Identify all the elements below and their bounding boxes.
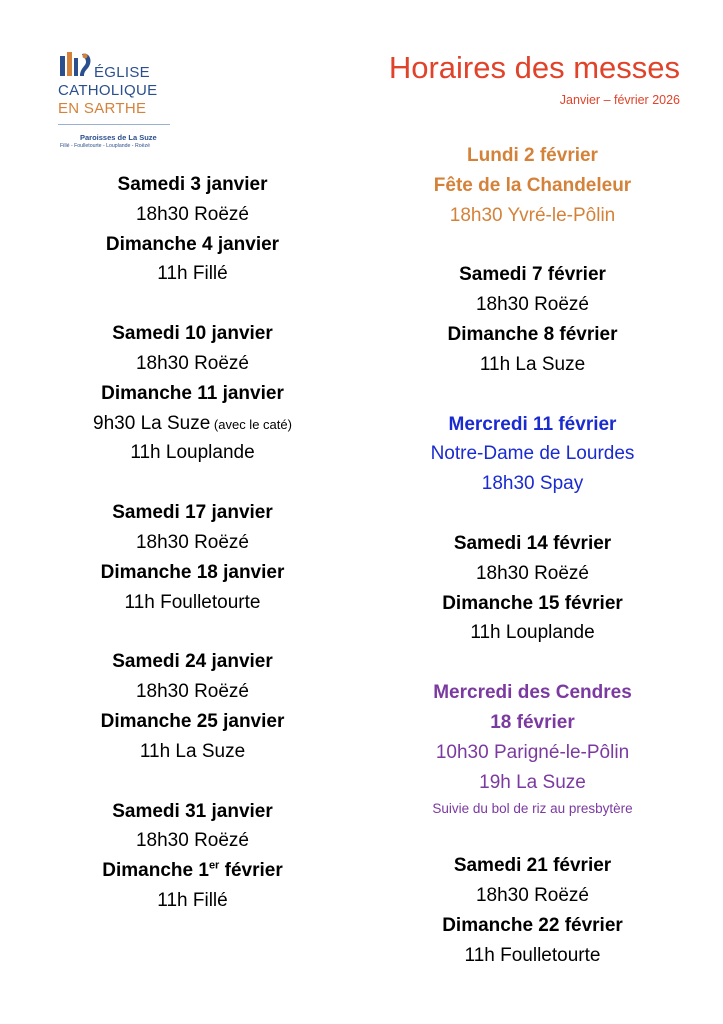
schedule-date-heading — [376, 851, 689, 881]
line-text: Dimanche 4 janvier — [105, 233, 280, 255]
line-text: Mercredi des Cendres — [433, 682, 632, 704]
schedule-mass-time — [40, 886, 345, 916]
schedule-mass-time — [40, 349, 345, 379]
schedule-date-heading — [40, 319, 345, 349]
line-text: Samedi 7 février — [459, 264, 606, 286]
line-text: 18 février — [490, 711, 575, 733]
line-text: Samedi 21 février — [453, 855, 612, 877]
line-text: Dimanche 15 février — [442, 592, 623, 614]
schedule-mass-time — [376, 469, 689, 499]
schedule-mass-time — [40, 677, 345, 707]
line-text: Suivie du bol de riz au presbytère — [432, 801, 633, 817]
line-text: 11h Foulletourte — [464, 944, 601, 966]
line-text: 18h30 Spay — [481, 473, 584, 495]
schedule-mass-time — [40, 737, 345, 767]
line-text: 11h La Suze — [139, 740, 246, 762]
line-text: Samedi 3 janvier — [117, 174, 268, 195]
line-text: 19h La Suze — [479, 771, 586, 793]
line-text: Lundi 2 février — [467, 145, 598, 166]
line-text: 18h30 Roëzé — [135, 681, 250, 703]
schedule-date-heading — [40, 170, 345, 200]
page-title: Horaires des messes — [388, 50, 680, 85]
schedule-mass-time — [40, 200, 345, 230]
schedule-block — [40, 647, 345, 766]
line-text: Mercredi 11 février — [448, 413, 617, 435]
line-text: Dimanche 18 janvier — [100, 561, 285, 583]
schedule-block — [376, 410, 689, 499]
schedule-block — [40, 319, 345, 468]
schedule-block — [376, 141, 689, 230]
line-text: 11h Fillé — [157, 889, 228, 911]
schedule-date-heading — [376, 410, 689, 440]
ordinal-superscript: er — [208, 859, 220, 872]
schedule-mass-time — [376, 201, 689, 231]
schedule-mass-time — [40, 528, 345, 558]
schedule-mass-time — [376, 290, 689, 320]
schedule-mass-time — [40, 409, 345, 439]
line-text: Dimanche 25 janvier — [100, 710, 285, 732]
schedule-block — [40, 498, 345, 617]
line-text: 11h La Suze — [479, 353, 586, 375]
page-subtitle: Janvier – février 2026 — [559, 93, 680, 107]
line-text: Dimanche 8 février — [447, 323, 618, 345]
line-text: 18h30 Roëzé — [475, 885, 590, 907]
logo-divider — [58, 124, 170, 125]
schedule-mass-time — [376, 738, 689, 768]
line-text: 18h30 Yvré-le-Pôlin — [449, 204, 616, 226]
line-text: 18h30 Roëzé — [475, 562, 590, 584]
schedule-date-heading — [376, 678, 689, 708]
schedule-date-heading — [376, 171, 689, 201]
schedule-date-heading — [40, 230, 345, 260]
line-text: 11h Louplande — [130, 442, 255, 464]
schedule-date-heading — [40, 498, 345, 528]
january-schedule-column — [40, 170, 345, 946]
schedule-mass-time — [40, 826, 345, 856]
line-text: Fête de la Chandeleur — [433, 174, 632, 196]
line-text: 18h30 Roëzé — [135, 531, 250, 553]
schedule-date-heading — [40, 379, 345, 409]
schedule-date-heading — [376, 260, 689, 290]
line-text: 18h30 Roëzé — [135, 203, 250, 225]
line-text: Dimanche 1 — [102, 860, 209, 882]
schedule-mass-time — [376, 768, 689, 798]
line-text: Samedi 14 février — [453, 532, 612, 554]
line-text: 18h30 Roëzé — [135, 352, 250, 374]
schedule-block — [40, 170, 345, 289]
schedule-block — [40, 797, 345, 916]
schedule-date-heading — [376, 708, 689, 738]
line-text: Notre-Dame de Lourdes — [430, 443, 635, 465]
line-text-after: février — [219, 860, 283, 882]
line-text: 18h30 Roëzé — [475, 294, 590, 316]
line-text: Samedi 24 janvier — [112, 651, 273, 673]
schedule-date-heading — [376, 320, 689, 350]
logo-villages: Fillé - Foulletourte - Louplande - Roëzé — [60, 143, 150, 149]
schedule-mass-time — [376, 881, 689, 911]
line-text: Samedi 10 janvier — [112, 323, 273, 345]
logo-line-eglise: ÉGLISE — [94, 64, 150, 81]
schedule-note — [376, 797, 689, 821]
february-schedule-column — [376, 141, 689, 1001]
schedule-date-heading — [40, 797, 345, 827]
logo-line-catholique: CATHOLIQUE — [58, 82, 158, 99]
schedule-mass-time — [40, 438, 345, 468]
line-note: (avec le caté) — [210, 416, 292, 432]
line-text: 11h Fillé — [157, 263, 228, 285]
schedule-mass-time — [376, 559, 689, 589]
schedule-date-heading — [376, 141, 689, 171]
line-text: 18h30 Roëzé — [135, 830, 250, 852]
schedule-mass-time — [376, 618, 689, 648]
schedule-date-heading — [40, 558, 345, 588]
schedule-block — [376, 260, 689, 379]
schedule-mass-time — [40, 588, 345, 618]
line-text: Samedi 31 janvier — [112, 800, 273, 822]
schedule-mass-time — [40, 259, 345, 289]
logo-parish: Paroisses de La Suze — [80, 133, 157, 142]
schedule-block — [376, 678, 689, 821]
line-text: 11h Foulletourte — [124, 591, 261, 613]
schedule-date-heading — [40, 856, 345, 886]
line-text: 10h30 Parigné-le-Pôlin — [435, 741, 630, 763]
schedule-date-heading — [376, 589, 689, 619]
schedule-date-heading — [40, 647, 345, 677]
schedule-block — [376, 851, 689, 970]
schedule-mass-time — [376, 439, 689, 469]
line-text: Samedi 17 janvier — [112, 502, 273, 524]
line-text: Dimanche 11 janvier — [101, 382, 284, 404]
schedule-date-heading — [376, 911, 689, 941]
logo-line-en-sarthe: EN SARTHE — [58, 100, 147, 117]
schedule-mass-time — [376, 941, 689, 971]
schedule-block — [376, 529, 689, 648]
schedule-date-heading — [40, 707, 345, 737]
line-text: 9h30 La Suze — [93, 412, 211, 434]
line-text: 11h Louplande — [470, 622, 595, 644]
line-text: Dimanche 22 février — [442, 914, 623, 936]
schedule-mass-time — [376, 350, 689, 380]
schedule-date-heading — [376, 529, 689, 559]
diocese-logo — [54, 46, 174, 158]
